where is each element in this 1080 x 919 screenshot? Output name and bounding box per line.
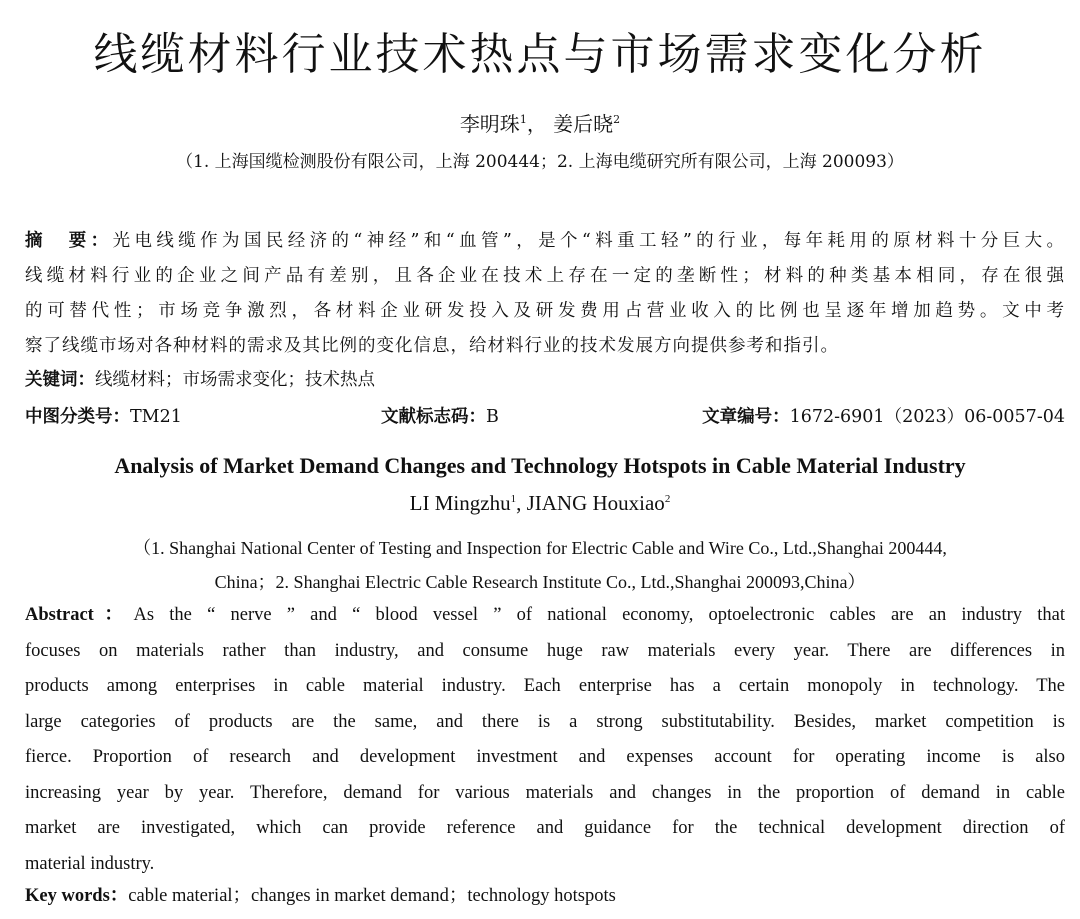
abstract-en-line: large categories of products are the same, and there is a strong substitutability. Besides, market competition is bbox=[25, 711, 1065, 732]
keywords-cn bbox=[25, 366, 375, 391]
abstract-en-line: increasing year by year. Therefore, demand for various materials and changes in the proportion of demand in cable bbox=[25, 782, 1065, 803]
author-separator-en: , bbox=[516, 491, 527, 515]
abstract-en bbox=[25, 598, 1065, 882]
abstract-en-line bbox=[25, 598, 1065, 634]
abstract-cn-line bbox=[25, 224, 1065, 259]
abstract-en-line: fierce. Proportion of research and development investment and expenses account for operating income is also bbox=[25, 747, 1065, 767]
abstract-cn-line: 线缆材料行业的企业之间产品有差别，且各企业在技术上存在一定的垄断性；材料的种类基本相同，存在很强 bbox=[25, 266, 1065, 286]
abstract-en-line: material industry. bbox=[25, 853, 155, 874]
affiliation-en-line-1: （1. Shanghai National Center of Testing and Inspection for Electric Cable and Wire Co., Ltd.,Shanghai 200444, bbox=[133, 538, 947, 558]
affiliation-en-line-2: China；2. Shanghai Electric Cable Research Institute Co., Ltd.,Shanghai 200093,China） bbox=[214, 572, 866, 592]
document-code-label: 文献标志码： bbox=[381, 407, 486, 427]
affiliation-cn: （1. 上海国缆检测股份有限公司，上海 200444；2. 上海电缆研究所有限公司，上海 200093） bbox=[176, 152, 904, 172]
author-2-cn-affil: 2 bbox=[613, 113, 621, 126]
clc-value: TM21 bbox=[130, 407, 182, 427]
abstract-en-line: focuses on materials rather than industry, and consume huge raw materials every year. There are differences in bbox=[25, 640, 1065, 661]
clc-number bbox=[25, 400, 182, 435]
title-cn: 线缆材料行业技术热点与市场需求变化分析 bbox=[93, 29, 987, 80]
authors-cn bbox=[0, 108, 1080, 137]
keywords-en bbox=[25, 881, 616, 907]
author-1-en: LI Mingzhu bbox=[409, 491, 511, 515]
abstract-cn-text: 光电线缆作为国民经济的“神经”和“血管”，是个“料重工轻”的行业，每年耗用的原材料十分巨大。 bbox=[112, 231, 1065, 251]
title-en: Analysis of Market Demand Changes and Technology Hotspots in Cable Material Industry bbox=[114, 453, 966, 478]
abstract-cn-label: 摘 要： bbox=[25, 231, 113, 251]
abstract-en-label: Abstract： bbox=[25, 605, 134, 625]
author-2-en-affil: 2 bbox=[664, 493, 671, 505]
authors-en bbox=[0, 491, 1080, 516]
keywords-cn-text: 线缆材料；市场需求变化；技术热点 bbox=[95, 370, 375, 390]
abstract-en-text: As the “ nerve ” and “ blood vessel ” of national economy, optoelectronic cables are an industry that bbox=[133, 605, 1065, 625]
author-2-en: JIANG Houxiao bbox=[526, 491, 665, 515]
abstract-en-line: market are investigated, which can provide reference and guidance for the technical development direction of bbox=[25, 818, 1065, 838]
article-number bbox=[702, 400, 1065, 435]
author-1-cn-affil: 1 bbox=[519, 113, 527, 126]
abstract-cn bbox=[25, 224, 1065, 364]
document-code bbox=[381, 400, 499, 435]
author-separator-cn: ， bbox=[526, 112, 547, 136]
abstract-cn-line: 的可替代性；市场竞争激烈，各材料企业研发投入及研发费用占营业收入的比例也呈逐年增加趋势。文中考 bbox=[25, 301, 1065, 321]
abstract-cn-line: 察了线缆市场对各种材料的需求及其比例的变化信息，给材料行业的技术发展方向提供参考和指引。 bbox=[25, 336, 839, 356]
author-1-cn: 李明珠 bbox=[459, 112, 520, 136]
classification-row bbox=[25, 400, 1065, 435]
author-2-cn: 姜后晓 bbox=[553, 112, 614, 136]
abstract-en-line: products among enterprises in cable material industry. Each enterprise has a certain monopoly in technology. The bbox=[25, 676, 1065, 696]
clc-label: 中图分类号： bbox=[25, 407, 130, 427]
document-code-value: B bbox=[486, 407, 499, 427]
keywords-cn-label: 关键词： bbox=[25, 370, 95, 390]
keywords-en-label: Key words： bbox=[25, 886, 129, 906]
keywords-en-text: cable material；changes in market demand；technology hotspots bbox=[128, 886, 616, 906]
article-number-value: 1672-6901（2023）06-0057-04 bbox=[789, 407, 1065, 427]
author-1-en-affil: 1 bbox=[510, 493, 517, 505]
article-number-label: 文章编号： bbox=[702, 407, 790, 427]
